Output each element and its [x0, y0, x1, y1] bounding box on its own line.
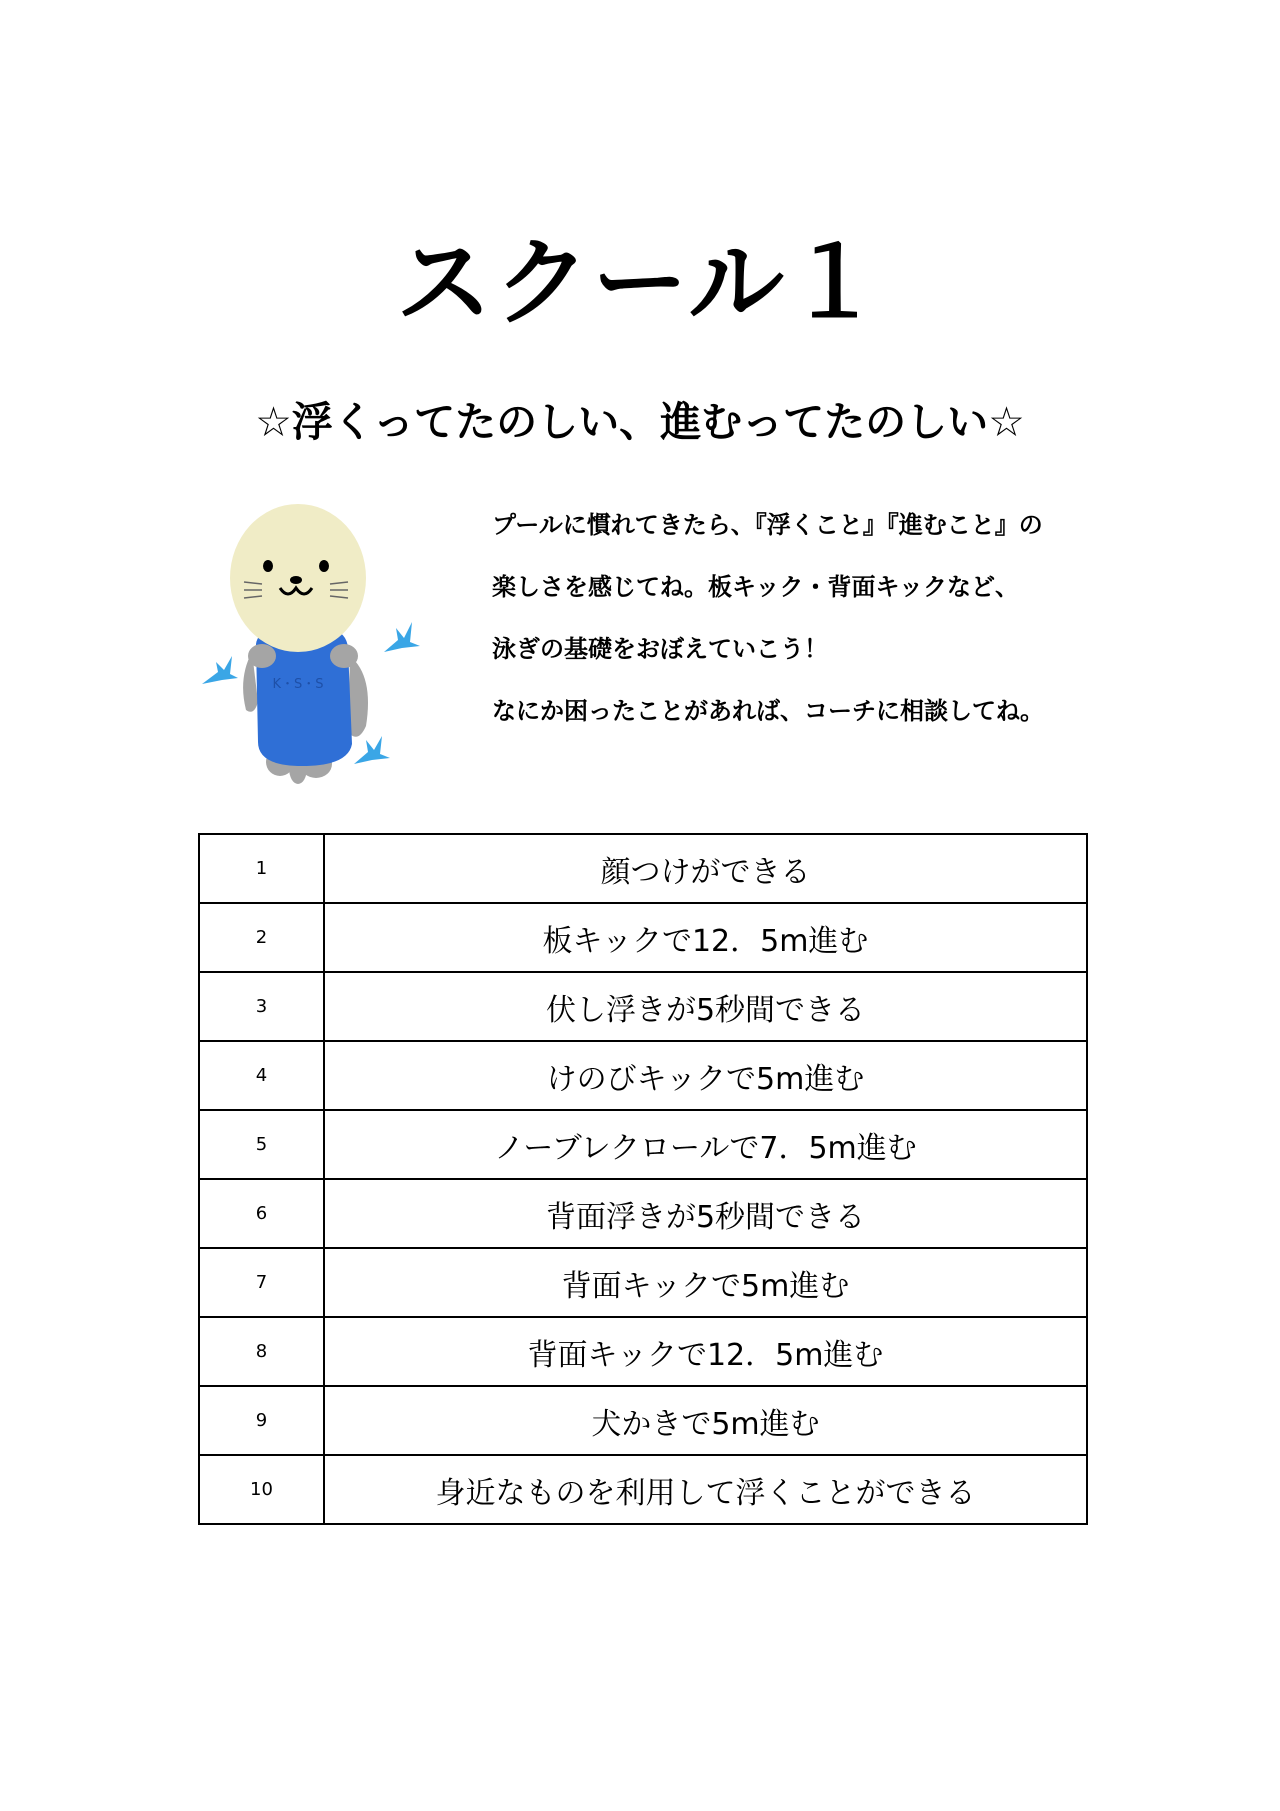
intro-line: 楽しさを感じてね。板キック・背面キックなど、	[492, 573, 1020, 601]
page-title: スクール１	[395, 227, 885, 339]
goal-number: 5	[199, 1110, 324, 1179]
goal-text: 背面キックで5m進む	[324, 1248, 1087, 1317]
table-row	[199, 972, 1087, 1041]
table-row	[199, 1179, 1087, 1248]
table-row	[199, 1317, 1087, 1386]
table-row	[199, 903, 1087, 972]
goal-number: 3	[199, 972, 324, 1041]
table-row	[199, 1041, 1087, 1110]
goal-text: 背面キックで12．5m進む	[324, 1317, 1087, 1386]
intro-text	[492, 508, 1112, 756]
goal-number: 1	[199, 834, 324, 903]
table-row	[199, 1110, 1087, 1179]
goal-text: 背面浮きが5秒間できる	[324, 1179, 1087, 1248]
goal-number: 8	[199, 1317, 324, 1386]
goal-text: 伏し浮きが5秒間できる	[324, 972, 1087, 1041]
goals-table	[198, 833, 1088, 1525]
table-row	[199, 1386, 1087, 1455]
goal-text: ノーブレクロールで7．5m進む	[324, 1110, 1087, 1179]
goal-text: 犬かきで5m進む	[324, 1386, 1087, 1455]
intro-line: なにか困ったことがあれば、コーチに相談してね。	[492, 697, 1044, 725]
goal-number: 4	[199, 1041, 324, 1110]
intro-line: プールに慣れてきたら、『浮くこと』『進むこと』の	[492, 511, 1043, 539]
goal-text: 板キックで12．5m進む	[324, 903, 1087, 972]
table-row	[199, 834, 1087, 903]
goal-text: 身近なものを利用して浮くことができる	[324, 1455, 1087, 1524]
page-subtitle: ☆浮くってたのしい、進むってたのしい☆	[255, 398, 1025, 446]
goal-number: 7	[199, 1248, 324, 1317]
goal-text: けのびキックで5m進む	[324, 1041, 1087, 1110]
intro-line: 泳ぎの基礎をおぼえていこう！	[492, 635, 828, 663]
goal-number: 10	[199, 1455, 324, 1524]
table-row	[199, 1248, 1087, 1317]
goal-number: 6	[199, 1179, 324, 1248]
table-row	[199, 1455, 1087, 1524]
mascot-shirt-text: K・S・S	[272, 677, 324, 692]
seal-mascot-icon	[198, 496, 434, 786]
goal-number: 2	[199, 903, 324, 972]
goal-text: 顔つけができる	[324, 834, 1087, 903]
goal-number: 9	[199, 1386, 324, 1455]
